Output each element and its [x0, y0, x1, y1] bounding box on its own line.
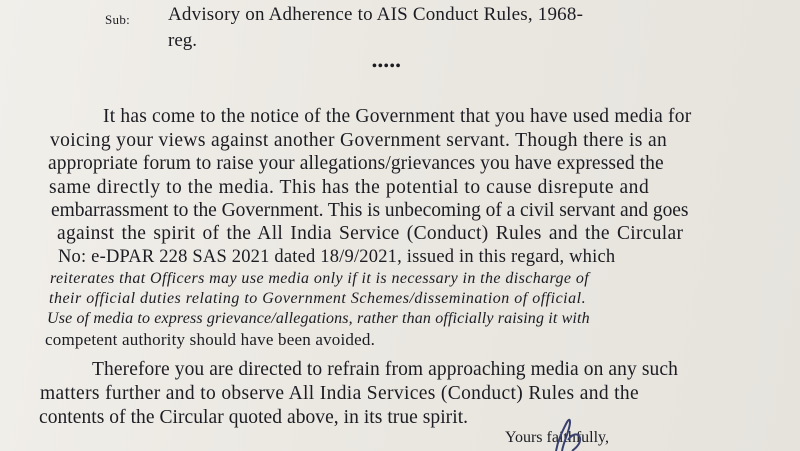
paragraph-1-line-6: against the spirit of the All India Service (Conduct) Rules and the Circular — [57, 223, 684, 244]
paragraph-2-line-1: Therefore you are directed to refrain from approaching media on any such — [92, 359, 678, 380]
paragraph-1-line-2: voicing your views against another Government servant. Though there is an — [50, 130, 668, 151]
closing-salutation: Yours faithfully, — [505, 429, 610, 446]
paragraph-1-line-3: appropriate forum to raise your allegations/grievances you have expressed the — [48, 153, 664, 174]
paragraph-1-line-11: competent authority should have been avoided. — [45, 330, 376, 349]
paragraph-1-line-9: their official duties relating to Government Schemes/dissemination of official. — [49, 290, 587, 307]
paragraph-1-line-5: embarrassment to the Government. This is unbecoming of a civil servant and goes — [51, 200, 689, 221]
subject-line-1: Advisory on Adherence to AIS Conduct Rules, 1968- — [168, 4, 584, 25]
subject-line-2: reg. — [168, 30, 198, 51]
paragraph-1-line-8: reiterates that Officers may use media only if it is necessary in the discharge of — [50, 270, 590, 287]
paragraph-1-line-10: Use of media to express grievance/allegations, rather than officially raising it with — [47, 310, 590, 327]
paragraph-2-line-3: contents of the Circular quoted above, in its true spirit. — [39, 407, 469, 428]
paragraph-1-line-1: It has come to the notice of the Government that you have used media for — [103, 106, 692, 127]
paragraph-1-line-7: No: e-DPAR 228 SAS 2021 dated 18/9/2021, issued in this regard, which — [58, 247, 616, 267]
paragraph-1-line-4: same directly to the media. This has the potential to cause disrepute and — [49, 177, 650, 198]
paragraph-2-line-2: matters further and to observe All India Services (Conduct) Rules and the — [40, 383, 640, 404]
signature-icon — [548, 410, 588, 451]
section-divider: ••••• — [372, 59, 402, 74]
subject-label: Sub: — [105, 12, 131, 27]
